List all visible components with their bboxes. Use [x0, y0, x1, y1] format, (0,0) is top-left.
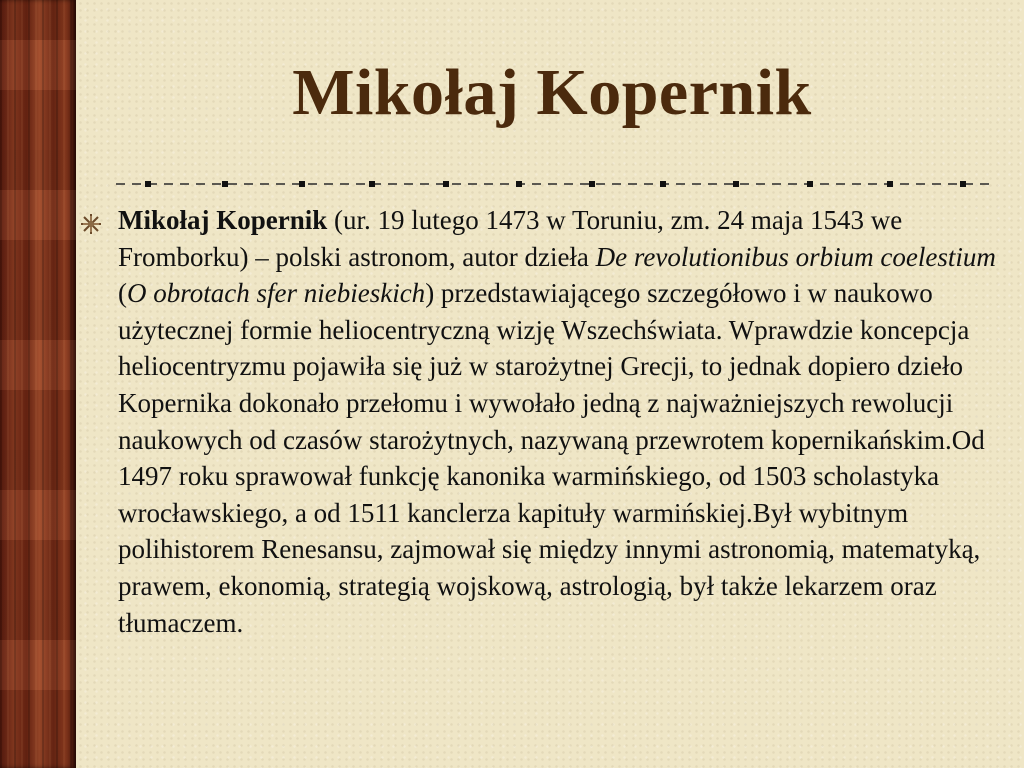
bio-text-part2: (	[118, 278, 127, 309]
dash-dot-divider	[116, 176, 992, 192]
slide-title: Mikołaj Kopernik	[292, 56, 812, 129]
work-title: De revolutionibus orbium coelestium	[595, 241, 996, 272]
star-burst-bullet-icon	[80, 213, 102, 235]
wood-border-strip	[0, 0, 76, 768]
body-paragraph	[118, 202, 998, 641]
person-name: Mikołaj Kopernik	[118, 205, 328, 235]
bio-text-part1: (ur. 19 lutego 1473 w Toruniu, zm. 24 maja 1543 we Fromborku) – polski astronom, autor dzieła	[118, 205, 903, 272]
bio-text-part3: ) przedstawiającego szczegółowo i w naukowo użytecznej formie heliocentryczną wizję Wszechświata. Wprawdzie koncepcja heliocentryzmu pojawiła się już w starożytnej Grecji, to jednak dopiero dzieło Kopernika dokonało przełomu i wywołało jedną z najważniejszych rewolucji naukowych od czasów starożytnych, nazywaną przewrotem kopernikańskim.Od 1497 roku sprawował funkcję kanonika warmińskiego, od 1503 scholastyka wrocławskiego, a od 1511 kanclerza kapituły warmińskiej.Był wybitnym polihistorem Renesansu, zajmował się między innymi astronomią, matematyką, prawem, ekonomią, strategią wojskową, astrologią, był także lekarzem oraz tłumaczem.	[118, 278, 985, 638]
work-title-translation: O obrotach sfer niebieskich	[127, 278, 426, 309]
